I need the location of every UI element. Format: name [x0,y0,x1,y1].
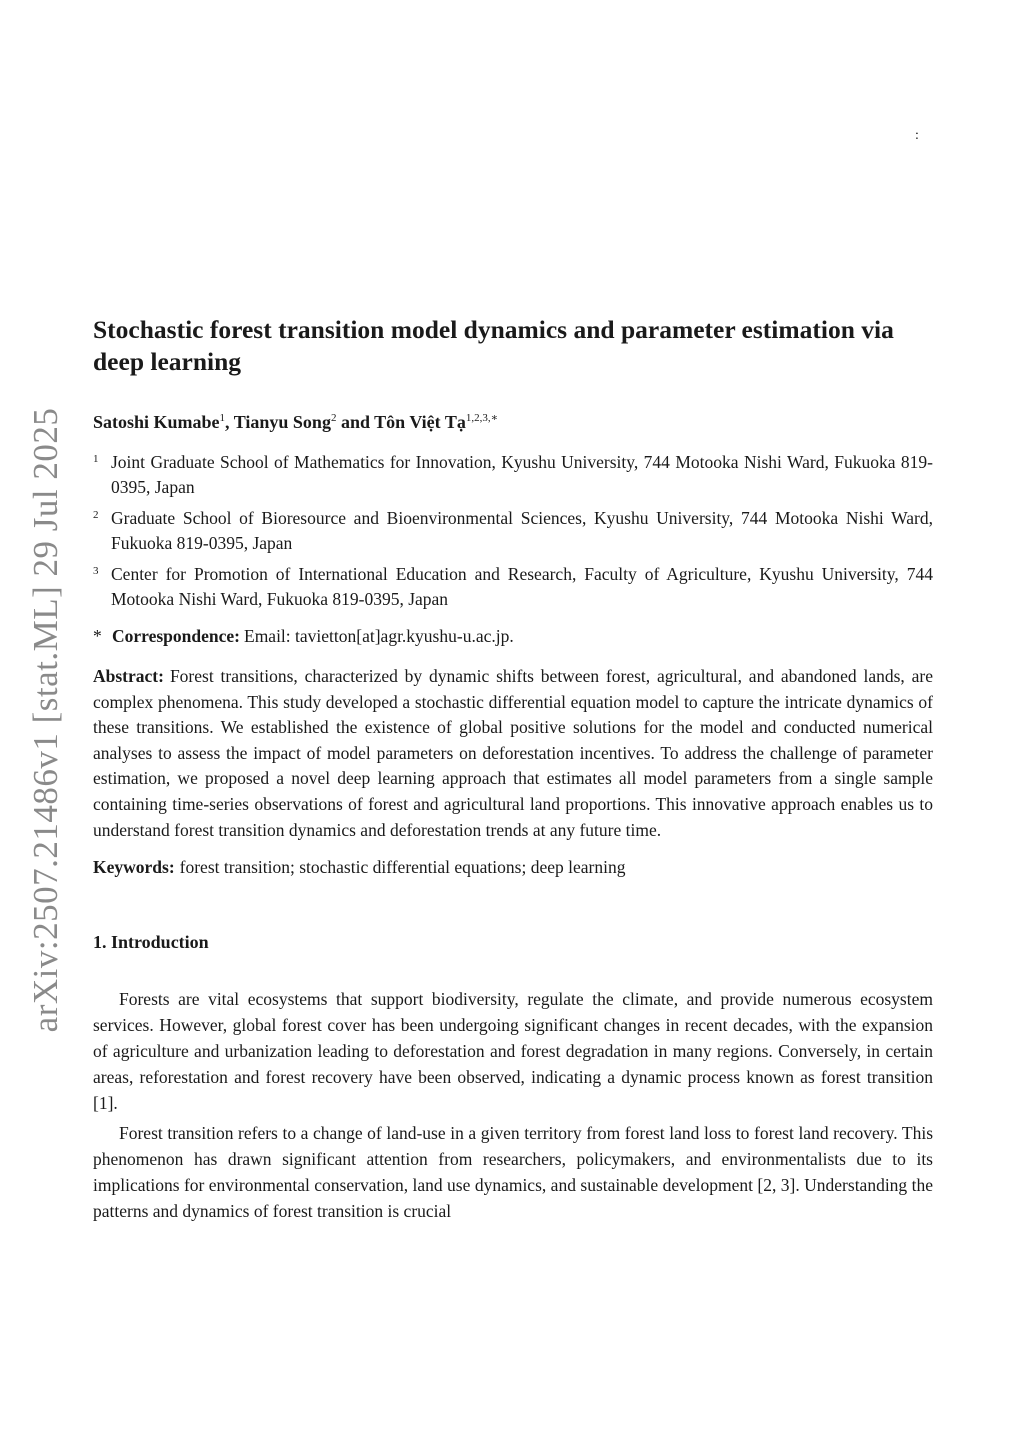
affiliation-text: Graduate School of Bioresource and Bioenvironmental Sciences, Kyushu University, 744 Motooka Nishi Ward, Fukuoka 819-0395, Japan [111,508,933,553]
author-name: Tôn Việt Tạ [374,412,466,432]
abstract [93,664,933,843]
affiliation-item [93,562,933,612]
abstract-text: Forest transitions, characterized by dynamic shifts between forest, agricultural, and abandoned lands, are complex phenomena. This study developed a stochastic differential equation model to capture the intricate dynamics of these transitions. We established the existence of global positive solutions for the model and conducted numerical analyses to assess the impact of model parameters on deforestation incentives. To address the challenge of parameter estimation, we proposed a novel deep learning approach that estimates all model parameters from a single sample containing time-series observations of forest and agricultural land proportions. This innovative approach enables us to understand forest transition dynamics and deforestation trends at any future time. [93,666,933,840]
author-affiliation-marker: 1,2,3,∗ [465,412,499,424]
affiliation-item [93,450,933,500]
correspondence-label: Correspondence: [112,626,240,646]
keywords-text: forest transition; stochastic differential equations; deep learning [179,857,626,878]
keywords-label: Keywords: [93,857,175,878]
author-separator: and [336,412,375,432]
author-separator: , [225,412,234,432]
body-paragraph: Forest transition refers to a change of land-use in a given territory from forest land loss to forest land recovery. This phenomenon has drawn significant attention from researchers, policymakers, and environmentalists due to its implications for environmental conservation, land use dynamics, and sustainable development [2, 3]. Understanding the patterns and dynamics of forest transition is crucial [93,1123,933,1222]
keywords [93,857,933,878]
correspondence-email: Email: tavietton[at]agr.kyushu-u.ac.jp. [244,626,514,646]
affiliation-number: 3 [93,565,99,577]
correspondence-star: * [93,626,102,646]
affiliation-text: Joint Graduate School of Mathematics for Innovation, Kyushu University, 744 Motooka Nishi Ward, Fukuoka 819-0395, Japan [111,452,933,497]
section-heading: 1. Introduction [93,932,209,953]
corner-mark: : [915,128,919,143]
author-list [93,411,933,433]
author-name: Satoshi Kumabe [93,412,220,432]
author-name: Tianyu Song [233,412,331,432]
correspondence-line [93,626,933,647]
paper-title: Stochastic forest transition model dynamics and parameter estimation via deep learning [93,315,894,376]
author-affiliation-marker: 2 [330,412,337,424]
arxiv-identifier-stamp: arXiv:2507.21486v1 [stat.ML] 29 Jul 2025 [26,407,65,1033]
affiliation-list [93,450,933,612]
author-affiliation-marker: 1 [219,412,226,424]
abstract-label: Abstract: [93,666,164,686]
affiliation-number: 2 [93,509,99,521]
paper-first-page [93,314,933,1224]
affiliation-item [93,506,933,556]
affiliation-number: 1 [93,453,99,465]
body-paragraph: Forests are vital ecosystems that support biodiversity, regulate the climate, and provide numerous ecosystem services. However, global forest cover has been undergoing significant changes in recent decades, with the expansion of agriculture and urbanization leading to deforestation and forest degradation in many regions. Conversely, in certain areas, reforestation and forest recovery have been observed, indicating a dynamic process known as forest transition [1]. [93,989,933,1114]
affiliation-text: Center for Promotion of International Education and Research, Faculty of Agriculture, Kyushu University, 744 Motooka Nishi Ward, Fukuoka 819-0395, Japan [111,564,933,609]
